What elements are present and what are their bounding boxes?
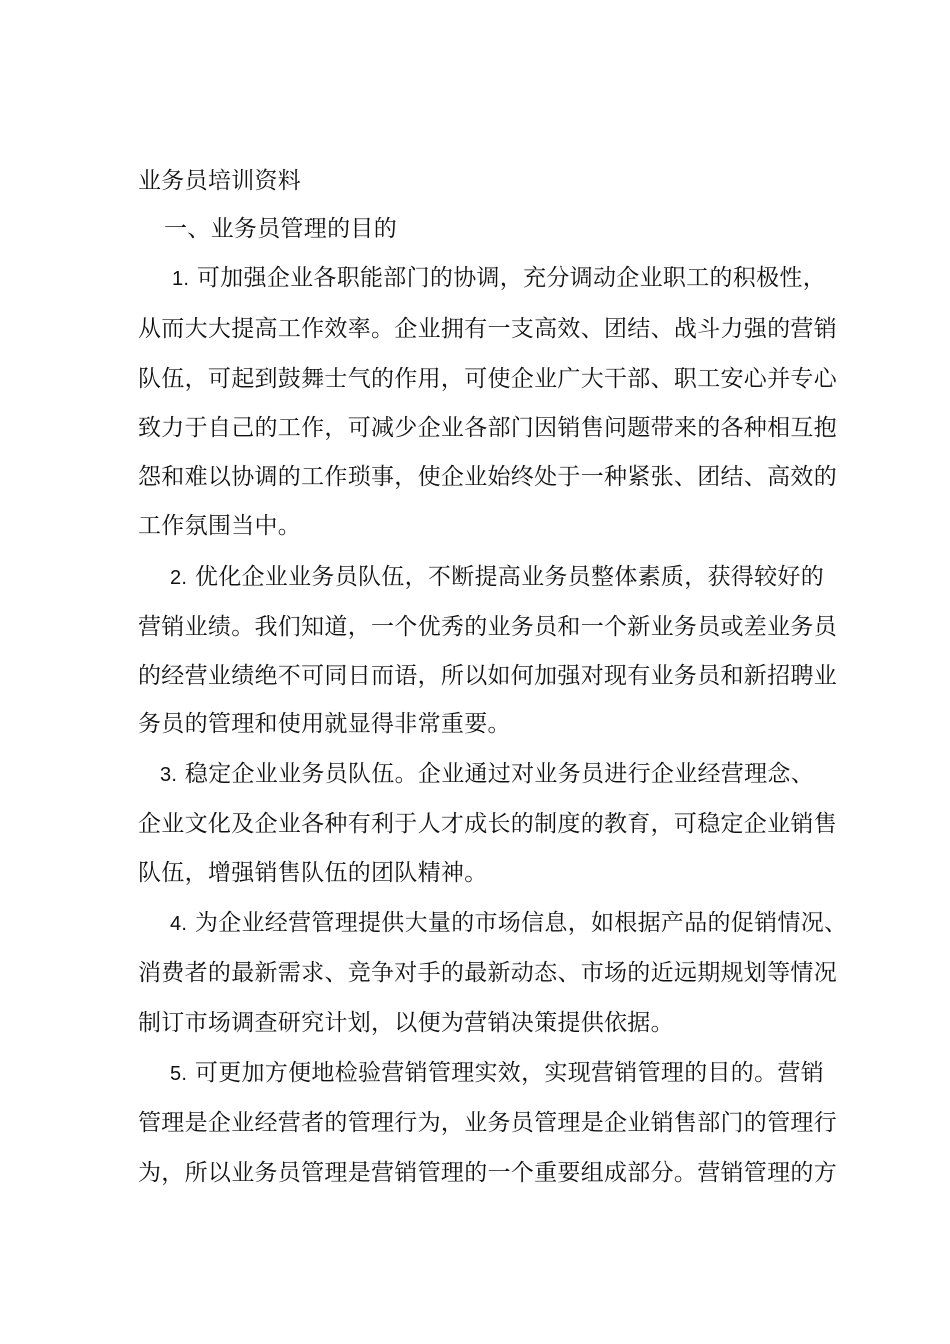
paragraph-line: 消费者的最新需求、竞争对手的最新动态、市场的近远期规划等情况	[138, 960, 837, 986]
paragraph-number: 5.	[170, 1063, 188, 1085]
paragraph-line	[170, 910, 847, 937]
paragraph-line: 工作氛围当中。	[138, 513, 302, 539]
paragraph-line: 致力于自己的工作，可减少企业各部门因销售问题带来的各种相互抱	[138, 415, 837, 441]
paragraph-line: 队伍，可起到鼓舞士气的作用，可使企业广大干部、职工安心并专心	[138, 366, 837, 392]
paragraph-number: 2.	[170, 567, 188, 589]
paragraph-line: 制订市场调查研究计划，以便为营销决策提供依据。	[138, 1010, 674, 1036]
paragraph-number: 1.	[172, 268, 190, 290]
paragraph-line: 为，所以业务员管理是营销管理的一个重要组成部分。营销管理的方	[138, 1160, 837, 1186]
paragraph-number: 3.	[160, 764, 178, 786]
paragraph-line: 怨和难以协调的工作琐事，使企业始终处于一种紧张、团结、高效的	[138, 464, 837, 490]
document-title: 业务员培训资料	[138, 168, 302, 194]
paragraph-line: 从而大大提高工作效率。企业拥有一支高效、团结、战斗力强的营销	[138, 316, 837, 342]
paragraph-line	[172, 265, 826, 292]
paragraph-line: 务员的管理和使用就显得非常重要。	[138, 711, 511, 737]
paragraph-line: 管理是企业经营者的管理行为，业务员管理是企业销售部门的管理行	[138, 1110, 837, 1136]
paragraph-text: 稳定企业业务员队伍。企业通过对业务员进行企业经营理念、	[184, 761, 815, 787]
paragraph-line	[170, 564, 824, 591]
paragraph-text: 可更加方便地检验营销管理实效，实现营销管理的目的。营销	[194, 1060, 825, 1086]
paragraph-text: 优化企业业务员队伍，不断提高业务员整体素质，获得较好的	[194, 564, 825, 590]
paragraph-text: 可加强企业各职能部门的协调，充分调动企业职工的积极性，	[196, 265, 827, 291]
paragraph-line	[170, 1060, 824, 1087]
paragraph-line: 队伍，增强销售队伍的团队精神。	[138, 860, 488, 886]
paragraph-number: 4.	[170, 913, 188, 935]
paragraph-line: 营销业绩。我们知道，一个优秀的业务员和一个新业务员或差业务员	[138, 614, 837, 640]
paragraph-line: 企业文化及企业各种有利于人才成长的制度的教育，可稳定企业销售	[138, 811, 837, 837]
paragraph-text: 为企业经营管理提供大量的市场信息，如根据产品的促销情况、	[194, 910, 848, 936]
paragraph-line	[160, 761, 814, 788]
section-heading: 一、业务员管理的目的	[164, 216, 397, 242]
paragraph-line: 的经营业绩绝不可同日而语，所以如何加强对现有业务员和新招聘业	[138, 663, 837, 689]
